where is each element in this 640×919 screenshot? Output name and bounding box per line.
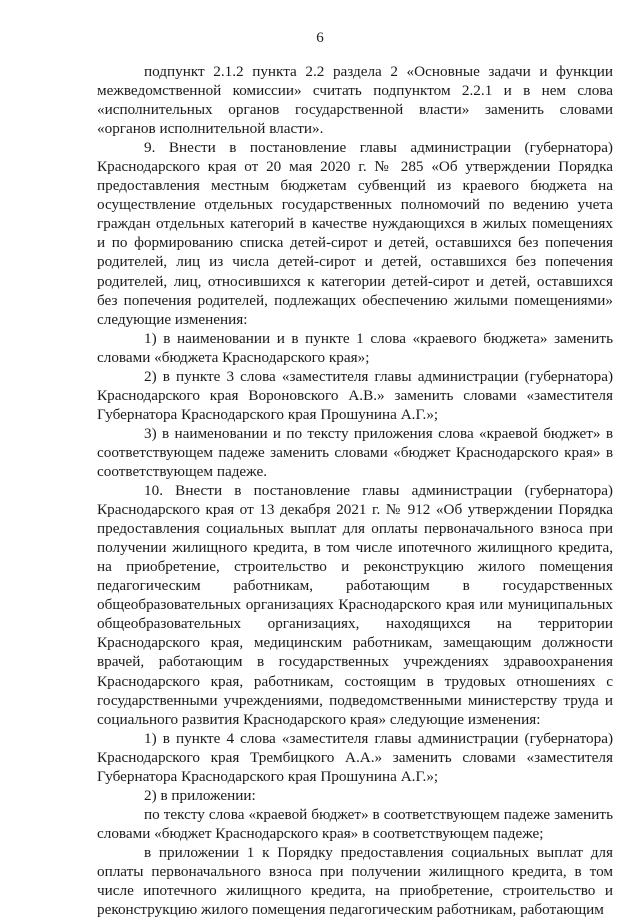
paragraph-item-9-1: 1) в наименовании и в пункте 1 слова «краевого бюджета» заменить словами «бюджета Краснодарского края»; (97, 329, 613, 366)
page-number: 6 (316, 30, 324, 46)
document-body (97, 62, 613, 919)
paragraph-item-10-2: 2) в приложении: (144, 786, 256, 804)
paragraph-item-10-2-b: в приложении 1 к Порядку предоставления социальных выплат для оплаты первоначального взноса при получении жилищного кредита, в том числе ипотечного жилищного кредита, на приобретение, строительство и реконструкцию жилого помещения педагогическим работникам, работающим (97, 843, 613, 919)
paragraph-continuation: подпункт 2.1.2 пункта 2.2 раздела 2 «Основные задачи и функции межведомственной комиссии» считать подпунктом 2.2.1 и в нем слова «исполнительных органов государственной власти» заменить словами «органов исполнительной власти». (97, 63, 613, 138)
paragraph-item-9: 9. Внести в постановление главы администрации (губернатора) Краснодарского края от 20 мая 2020 г. № 285 «Об утверждении Порядка предоставления местным бюджетам субвенций из краевого бюджета на осуществление отдельных государственных полномочий по ведению учета граждан отдельных категорий в качестве нуждающихся в жилых помещениях и по формированию списка детей-сирот и детей, оставшихся без попечения родителей, лиц из числа детей-сирот и детей, оставшихся без попечения родителей, лиц, относившихся к категории детей-сирот и детей, оставшихся без попечения родителей, подлежащих обеспечению жилыми помещениями» следующие изменения: (97, 139, 613, 328)
paragraph-item-10-1: 1) в пункте 4 слова «заместителя главы администрации (губернатора) Краснодарского края Трембицкого А.А.» заменить словами «заместителя Губернатора Краснодарского края Прошунина А.Г.»; (97, 729, 613, 785)
paragraph-item-9-2: 2) в пункте 3 слова «заместителя главы администрации (губернатора) Краснодарского края Вороновского А.В.» заменить словами «заместителя Губернатора Краснодарского края Прошунина А.Г.»; (97, 367, 613, 423)
paragraph-item-9-3: 3) в наименовании и по тексту приложения слова «краевой бюджет» в соответствующем падеже заменить словами «бюджет Краснодарского края» в соответствующем падеже. (97, 424, 613, 480)
paragraph-item-10: 10. Внести в постановление главы администрации (губернатора) Краснодарского края от 13 декабря 2021 г. № 912 «Об утверждении Порядка предоставления социальных выплат для оплаты первоначального взноса при получении жилищного кредита, в том числе ипотечного жилищного кредита, на приобретение, строительство и реконструкцию жилого помещения педагогическим работникам, работающим в государственных общеобразовательных организациях Краснодарского края или муниципальных общеобразовательных организациях, находящихся на территории Краснодарского края, медицинским работникам, замещающим должности врачей, работающим в государственных учреждениях здравоохранения Краснодарского края, работникам, состоящим в трудовых отношениях с государственными учреждениями, подведомственными министерству труда и социального развития Краснодарского края» следующие изменения: (97, 482, 613, 728)
paragraph-item-10-2-a: по тексту слова «краевой бюджет» в соответствующем падеже заменить словами «бюджет Краснодарского края» в соответствующем падеже; (97, 805, 613, 842)
